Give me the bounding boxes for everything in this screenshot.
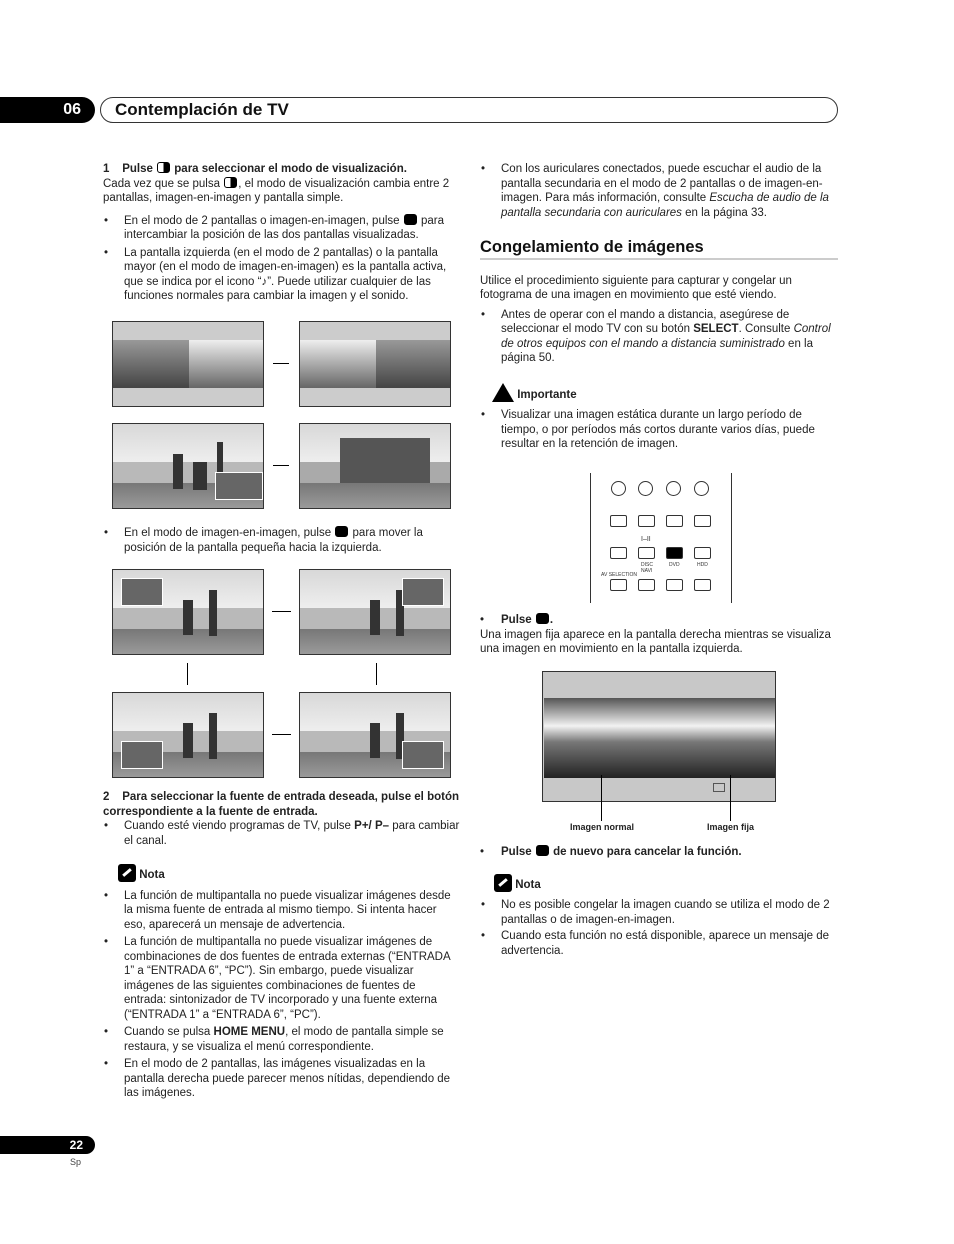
step-1-desc: Cada vez que se pulsa , el modo de visualización cambia entre 2 pantallas, imagen-en-imagen y pantalla simple. xyxy=(103,177,450,204)
flow-arrow xyxy=(376,663,377,685)
note-item: • La función de multipantalla no puede visualizar imágenes desde la misma fuente de entrada al mismo tiempo. Si intenta hacer eso, aparecerá un mensaje de advertencia. xyxy=(124,889,460,933)
note-item: • No es posible congelar la imagen cuando se utiliza el modo de 2 pantallas o de imagen-en-imagen. xyxy=(501,898,838,927)
chapter-number-tab: 06 xyxy=(0,97,95,123)
note-icon xyxy=(118,864,136,882)
pip-image-1 xyxy=(112,423,264,509)
bullet-swap: • En el modo de 2 pantallas o imagen-en-imagen, pulse para intercambiar la posición de las dos pantallas visualizadas. xyxy=(124,214,460,243)
freeze-image xyxy=(542,671,776,802)
section-title: Congelamiento de imágenes xyxy=(480,238,704,256)
pip-position-image-3 xyxy=(112,692,264,778)
callout-line xyxy=(730,775,731,821)
freeze-indicator-icon xyxy=(713,783,725,792)
note-icon xyxy=(494,874,512,892)
play-button xyxy=(694,481,709,496)
note-heading: Nota xyxy=(494,874,838,893)
warning-icon xyxy=(492,383,514,402)
two-screen-image-2 xyxy=(299,321,451,407)
right-pulse xyxy=(480,613,838,657)
flow-arrow xyxy=(272,611,291,612)
remote-button xyxy=(638,579,655,591)
normal-image-pane xyxy=(544,698,660,778)
bullet-move-pip: • En el modo de imagen-en-imagen, pulse para mover la posición de la pantalla pequeña hacia la izquierda. xyxy=(124,526,460,555)
pip-position-image-2 xyxy=(299,569,451,655)
freeze-button xyxy=(666,547,683,559)
flow-arrow xyxy=(187,663,188,685)
left-bullet-move xyxy=(103,526,460,555)
remote-button xyxy=(666,579,683,591)
remote-button xyxy=(694,547,711,559)
bullet-headphones: • Con los auriculares conectados, puede escuchar el audio de la pantalla secundaria en el modo de 2 pantallas o de imagen-en-imagen. Para más información, consulte Escucha de audio de la pantalla secundaria con auriculares en la página 33. xyxy=(501,162,838,220)
remote-label: I–II xyxy=(641,536,651,543)
remote-control-diagram xyxy=(590,473,732,603)
remote-button xyxy=(694,515,711,527)
swap-arrow xyxy=(273,465,289,466)
remote-button xyxy=(694,579,711,591)
stop-button xyxy=(666,481,681,496)
note-heading: Nota xyxy=(118,864,460,883)
section-intro: Utilice el procedimiento siguiente para capturar y congelar un fotograma de una imagen en movimiento que esté viendo. xyxy=(480,274,792,301)
important-heading: Importante xyxy=(492,383,838,403)
pulse-freeze-desc: Una imagen fija aparece en la pantalla derecha mientras se visualiza una imagen en movimiento en la pantalla izquierda. xyxy=(480,628,831,655)
bullet-active-screen: • La pantalla izquierda (en el modo de 2 pantallas) o la pantalla mayor (en el modo de imagen-en-imagen) es la pantalla activa, que se indica por el icono “♪”. Puede utilizar cualquier de las funciones normales para cambiar la imagen y el sonido. xyxy=(124,246,460,304)
remote-label: HDD xyxy=(697,562,708,568)
note-item: • La función de multipantalla no puede visualizar imágenes de combinaciones de dos fuentes de entrada externas (“ENTRADA 1” a “ENTRADA 6”, “PC”). Sin embargo, puede visualizar imágenes de las siguientes combinaciones de fuentes de entrada: sintonizador de TV incorporado y una fuente externa (“ENTRADA 1” a “ENTRADA 6”, “PC”). xyxy=(124,935,460,1022)
freeze-button-icon xyxy=(536,845,549,856)
record-button xyxy=(611,481,626,496)
view-mode-button-icon xyxy=(157,162,170,173)
pause-button xyxy=(638,481,653,496)
pulse-freeze: • Pulse . xyxy=(480,614,554,626)
remote-button xyxy=(638,515,655,527)
remote-label: AV SELECTION xyxy=(601,572,638,578)
note-item: • Cuando esta función no está disponible, aparece un mensaje de advertencia. xyxy=(501,929,838,958)
pip-position-image-4 xyxy=(299,692,451,778)
important-item: • Visualizar una imagen estática durante un largo período de tiempo, o por períodos más cortos durante varios días, puede resultar en la retención de imagen. xyxy=(501,408,838,452)
pip-image-2 xyxy=(299,423,451,509)
view-mode-button-icon xyxy=(224,177,237,188)
right-column-bottom xyxy=(480,845,838,958)
freeze-button-icon xyxy=(536,613,549,624)
swap-arrow xyxy=(273,363,289,364)
remote-button xyxy=(610,547,627,559)
remote-label: DISC NAVI xyxy=(641,562,653,574)
bullet-select-tv: • Antes de operar con el mando a distancia, asegúrese de seleccionar el modo TV con su botón SELECT. Consulte Control de otros equipos con el mando a distancia suministrado en la página 50. xyxy=(501,308,838,366)
caption-normal: Imagen normal xyxy=(570,822,635,832)
swap-button-icon xyxy=(404,214,417,225)
note-item: • Cuando se pulsa HOME MENU, el modo de pantalla simple se restaura, y se visualiza el menú correspondiente. xyxy=(124,1025,460,1054)
chapter-title: Contemplación de TV xyxy=(115,100,289,119)
remote-label: DVD xyxy=(669,562,680,568)
page-number: 22 xyxy=(0,1136,95,1154)
move-button-icon xyxy=(335,526,348,537)
pulse-cancel: • Pulse de nuevo para cancelar la función. xyxy=(480,846,742,858)
two-screen-image-1 xyxy=(112,321,264,407)
caption-frozen: Imagen fija xyxy=(707,822,755,832)
active-screen-icon: ♪ xyxy=(261,275,268,288)
right-column-top xyxy=(480,162,838,452)
remote-button xyxy=(610,579,627,591)
step-2-heading: 2 Para seleccionar la fuente de entrada deseada, pulse el botón correspondiente a la fuente de entrada. xyxy=(103,791,460,818)
pip-position-image-1 xyxy=(112,569,264,655)
remote-button xyxy=(610,515,627,527)
bullet-channel: • Cuando esté viendo programas de TV, pulse P+/ P– para cambiar el canal. xyxy=(124,819,460,848)
remote-button xyxy=(638,547,655,559)
page-language: Sp xyxy=(70,1157,82,1167)
frozen-image-pane xyxy=(660,698,775,778)
step-1-heading: 1 Pulse para seleccionar el modo de visualización. xyxy=(103,163,407,175)
left-column-top xyxy=(103,162,460,304)
callout-line xyxy=(601,775,602,821)
note-item: • En el modo de 2 pantallas, las imágenes visualizadas en la pantalla derecha puede parecer menos nítidas, dependiendo de las imágenes. xyxy=(124,1057,460,1101)
left-column-bottom xyxy=(103,790,460,1101)
flow-arrow xyxy=(272,734,291,735)
remote-button xyxy=(666,515,683,527)
